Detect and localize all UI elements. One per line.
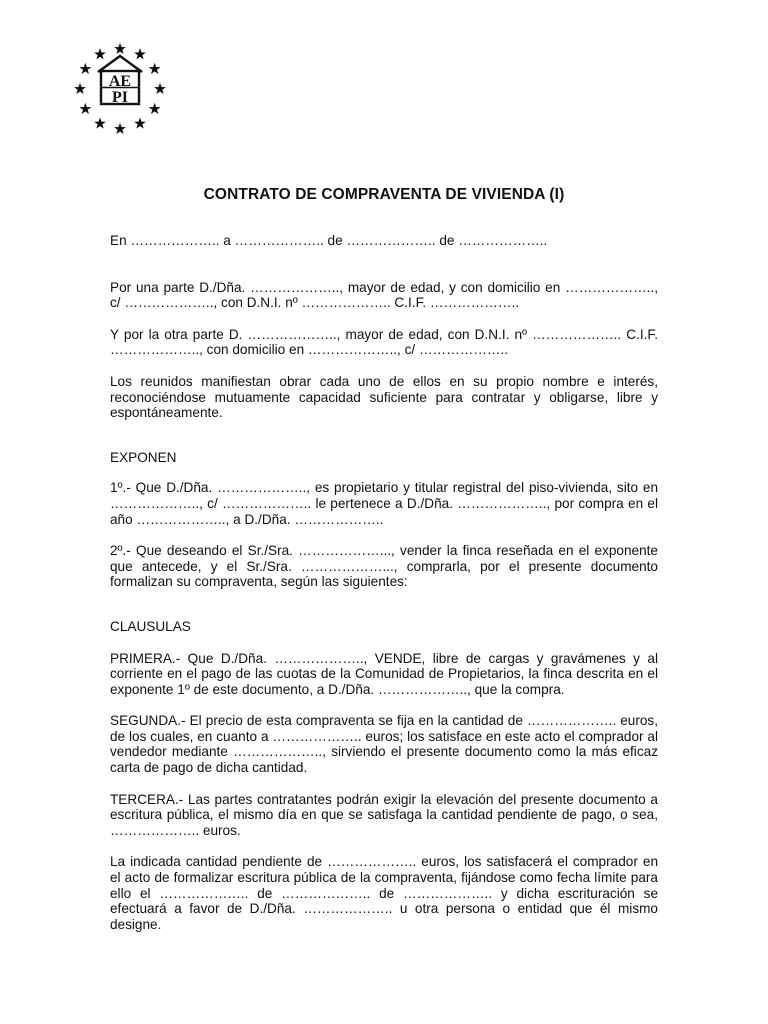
clause-primera: PRIMERA.- Que D./Dña. ……………….., VENDE, libre de cargas y gravámenes y al corriente en el pago de las cuotas de la Comunidad de Propietarios, la finca descrita en el exponente 1º de este documento, a D./Dña. ……………….., que la compra. [110, 650, 658, 697]
logo-star [149, 63, 161, 74]
logo-star [79, 103, 91, 114]
capacity-paragraph: Los reunidos manifiestan obrar cada uno de ellos en su propio nombre e interés, reconociéndose mutuamente capacidad suficiente para contratar y obligarse, libre y espontáneamente. [110, 373, 658, 421]
logo-star [114, 43, 126, 54]
document-body [110, 233, 658, 932]
clause-segunda: SEGUNDA.- El precio de esta compraventa se fija en la cantidad de ……………….. euros, de los cuales, en cuanto a ……………….. euros; los satisface en este acto el comprador al vendedor mediante ……………….., sirviendo el presente documento como la más eficaz carta de pago de dicha cantidad. [110, 713, 658, 776]
logo-star [74, 83, 86, 94]
logo-star [79, 63, 91, 74]
first-party-paragraph: Por una parte D./Dña. ……………….., mayor de edad, y con domicilio en ……………….., c/ ……………….., con D.N.I. nº ……………….. C.I.F. ……………….. [110, 279, 658, 311]
logo-star [94, 117, 106, 128]
logo-text-bottom: PI [112, 89, 128, 106]
logo-star [94, 48, 106, 59]
logo-star [134, 117, 146, 128]
exponen-second-item: 2º.- Que deseando el Sr./Sra. ………………..., vender la finca reseñada en el exponente que antecede, y el Sr./Sra. ………………..., comprarla, por el presente documento formalizan su compraventa, según las siguientes: [110, 543, 658, 590]
logo-text-top: AE [108, 73, 132, 90]
exponen-first-item: 1º.- Que D./Dña. ……………….., es propietario y titular registral del piso-vivienda, sito en ……………….., c/ ……………….. le pertenece a D./Dña. ……………….., por compra en el año ……………….., a D./Dña. ……………….. [110, 480, 658, 527]
aepi-logo [72, 42, 168, 136]
document-title: CONTRATO DE COMPRAVENTA DE VIVIENDA (I) [203, 186, 565, 203]
exponen-heading: EXPONEN [110, 449, 177, 465]
contract-date-line: En ……………….. a ……………….. de ……………….. de ……………….. [110, 233, 548, 248]
logo-star [149, 103, 161, 114]
pending-amount-paragraph: La indicada cantidad pendiente de ……………….. euros, los satisfacerá el comprador en el acto de formalizar escritura pública de la compraventa, fijándose como fecha límite para ello el ……………….. de ……………….. de ……………….. y dicha escrituración se efectuará a favor de D./Dña. ……………….. u otra persona o entidad que él mismo designe. [110, 854, 658, 932]
logo-house [98, 56, 142, 106]
logo-star [114, 123, 126, 134]
clause-tercera: TERCERA.- Las partes contratantes podrán exigir la elevación del presente documento a escritura pública, el mismo día en que se satisfaga la cantidad pendiente de pago, o sea, ……………….. euros. [110, 791, 658, 838]
logo-star [154, 83, 166, 94]
clausulas-heading: CLAUSULAS [110, 618, 191, 634]
second-party-paragraph: Y por la otra parte D. ……………….., mayor de edad, con D.N.I. nº ……………….. C.I.F. ……………….., con domicilio en ……………….., c/ ……………….. [110, 326, 658, 358]
logo-star [134, 48, 146, 59]
